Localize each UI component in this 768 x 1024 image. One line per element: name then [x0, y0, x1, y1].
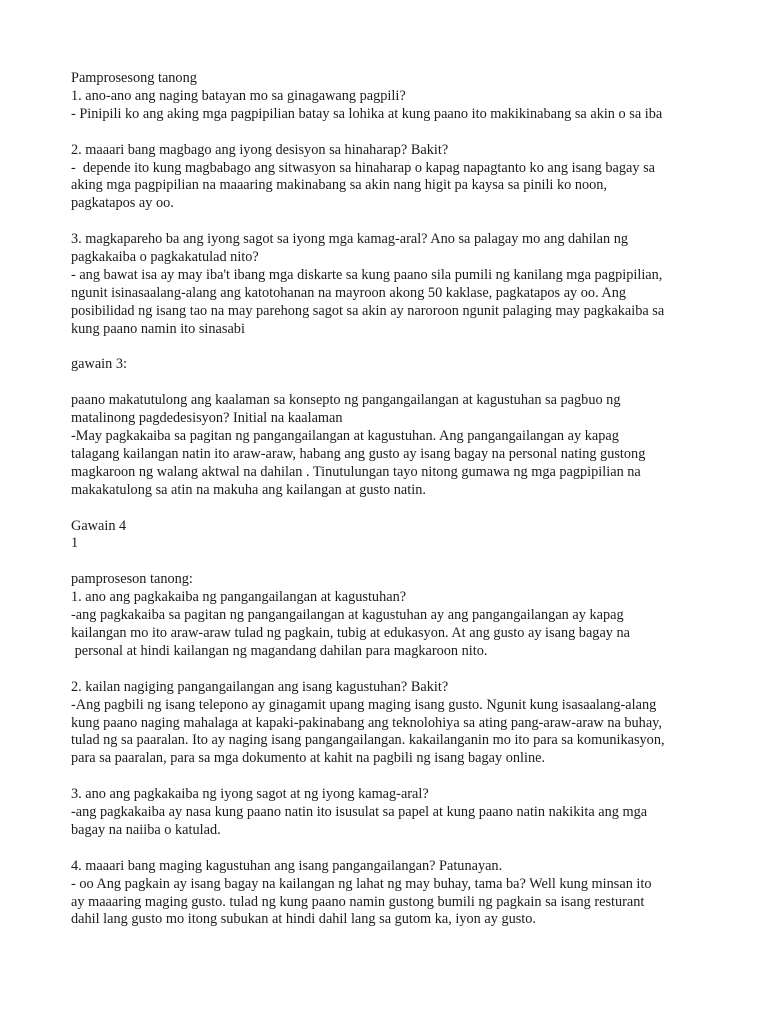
text-line: para sa paaralan, para sa mga dokumento at kahit na pagbili ng isang bagay online.: [71, 750, 546, 767]
text-line: -ang pagkakaiba sa pagitan ng pangangailangan at kagustuhan ay ang pangangailangan ay kapag: [71, 607, 624, 624]
document-body: [71, 70, 711, 929]
text-line: makakatulong sa atin na makuha ang kailangan at gusto natin.: [71, 481, 426, 498]
text-line: 1. ano-ano ang naging batayan mo sa ginagawang pagpili?: [71, 87, 406, 104]
text-line: gawain 3:: [71, 356, 127, 373]
text-line: 4. maaari bang maging kagustuhan ang isang pangangailangan? Patunayan.: [71, 857, 503, 874]
text-line: tulad ng sa paaralan. Ito ay naging isang pangangailangan. kakailanganin mo ito para sa komunikasyon,: [71, 732, 665, 749]
text-line: 2. kailan nagiging pangangailangan ang isang kagustuhan? Bakit?: [71, 678, 449, 695]
text-line: ngunit isinasaalang-alang ang katotohanan na mayroon akong 50 kaklase, pagkatapos ay oo. Ang: [71, 284, 627, 301]
text-line: talagang kailangan natin ito araw-araw, habang ang gusto ay isang bagay na personal nating gustong: [71, 445, 646, 462]
text-line: bagay na naiiba o katulad.: [71, 821, 221, 838]
text-line: Gawain 4: [71, 517, 127, 534]
text-line: - depende ito kung magbabago ang sitwasyon sa hinaharap o kapag napagtanto ko ang isang bagay sa: [71, 159, 656, 176]
text-line: [71, 213, 711, 231]
text-line: -ang pagkakaiba ay nasa kung paano natin ito isusulat sa papel at kung paano natin nakikita ang mga: [71, 804, 648, 821]
text-line: kung paano naging mahalaga at kapaki-pakinabang ang teknolohiya sa ating pang-araw-araw na buhay,: [71, 714, 662, 731]
text-line: [71, 124, 711, 142]
text-line: matalinong pagdedesisyon? Initial na kaalaman: [71, 410, 343, 427]
text-line: [71, 374, 711, 392]
text-line: ay maaaring maging gusto. tulad ng kung paano namin gustong bumili ng pagkain sa isang resturant: [71, 893, 645, 910]
text-line: - Pinipili ko ang aking mga pagpipilian batay sa lohika at kung paano ito makikinabang sa akin o sa iba: [71, 105, 663, 122]
text-line: pagkakaiba o pagkakatulad nito?: [71, 249, 259, 266]
text-line: 3. ano ang pagkakaiba ng iyong sagot at ng iyong kamag-aral?: [71, 786, 429, 803]
text-line: [71, 768, 711, 786]
text-line: [71, 840, 711, 858]
text-line: magkaroon ng walang aktwal na dahilan . Tinutulungan tayo nitong gumawa ng mga pagpipilian na: [71, 463, 641, 480]
text-line: [71, 661, 711, 679]
text-line: [71, 553, 711, 571]
text-line: 3. magkapareho ba ang iyong sagot sa iyong mga kamag-aral? Ano sa palagay mo ang dahilan ng: [71, 231, 629, 248]
text-line: 1: [71, 535, 79, 552]
text-line: personal at hindi kailangan ng magandang dahilan para magkaroon nito.: [71, 642, 488, 659]
text-line: -Ang pagbili ng isang telepono ay ginagamit upang maging isang gusto. Ngunit kung isasaalang-alang: [71, 696, 657, 713]
text-line: [71, 339, 711, 357]
text-line: pamproseson tanong:: [71, 571, 193, 588]
text-line: posibilidad ng isang tao na may parehong sagot sa akin ay naroroon ngunit palaging may pagkakaiba sa: [71, 302, 665, 319]
text-line: 2. maaari bang magbago ang iyong desisyon sa hinaharap? Bakit?: [71, 141, 449, 158]
text-line: 1. ano ang pagkakaiba ng pangangailangan at kagustuhan?: [71, 589, 407, 606]
text-line: Pamprosesong tanong: [71, 70, 197, 86]
text-line: -May pagkakaiba sa pagitan ng pangangailangan at kagustuhan. Ang pangangailangan ay kapag: [71, 428, 619, 445]
text-line: aking mga pagpipilian na maaaring makinabang sa akin nang higit pa kaysa sa pinili ko noon,: [71, 177, 608, 194]
text-line: kailangan mo ito araw-araw tulad ng pagkain, tubig at edukasyon. At ang gusto ay isang bagay na: [71, 625, 631, 641]
text-line: dahil lang gusto mo itong subukan at hindi dahil lang sa gutom ka, iyon ay gusto.: [71, 911, 536, 928]
text-line: - ang bawat isa ay may iba't ibang mga diskarte sa kung paano sila pumili ng kanilang mga pagpipilian,: [71, 266, 663, 283]
text-line: - oo Ang pagkain ay isang bagay na kailangan ng lahat ng may buhay, tama ba? Well kung minsan ito: [71, 875, 652, 892]
text-line: pagkatapos ay oo.: [71, 195, 174, 212]
text-line: paano makatutulong ang kaalaman sa konsepto ng pangangailangan at kagustuhan sa pagbuo ng: [71, 392, 621, 409]
text-line: kung paano namin ito sinasabi: [71, 320, 245, 337]
text-line: [71, 500, 711, 518]
